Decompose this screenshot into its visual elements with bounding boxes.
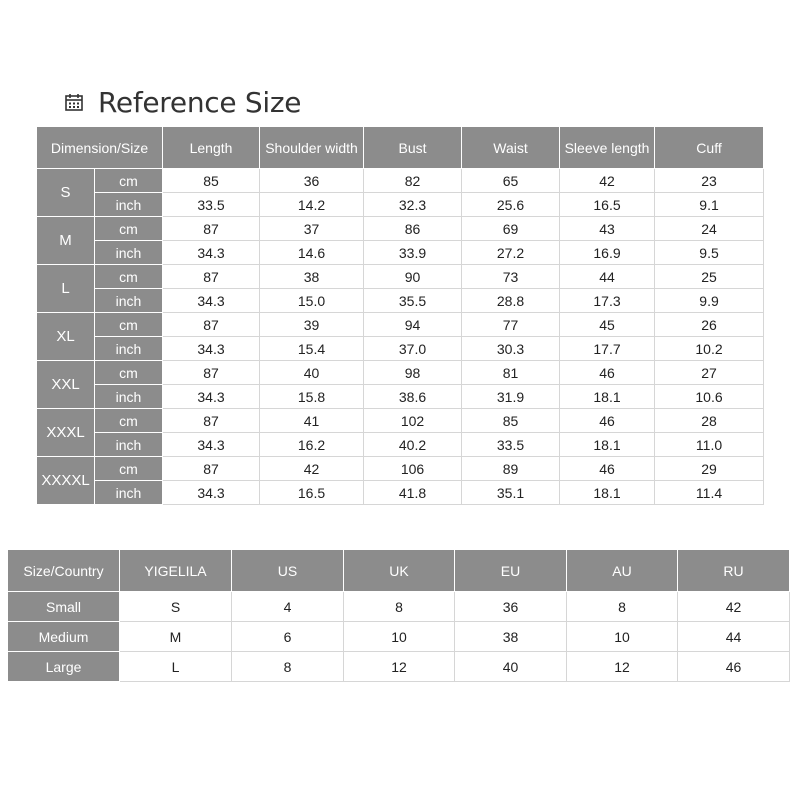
table-row	[37, 385, 764, 409]
size-chart-header-cell: Length	[163, 127, 260, 169]
size-label: S	[37, 169, 95, 217]
country-size-cell: 40	[455, 652, 567, 682]
country-size-cell: 12	[567, 652, 678, 682]
measurement-cell: 46	[560, 361, 655, 385]
calendar-icon	[64, 92, 84, 112]
size-label: XXXXL	[37, 457, 95, 505]
country-size-cell: 8	[232, 652, 344, 682]
measurement-cell: 34.3	[163, 337, 260, 361]
page-header	[64, 84, 301, 120]
measurement-cell: 35.5	[364, 289, 462, 313]
measurement-cell: 28.8	[462, 289, 560, 313]
table-row	[37, 193, 764, 217]
measurement-cell: 14.6	[260, 241, 364, 265]
measurement-cell: 41	[260, 409, 364, 433]
country-size-cell: 44	[678, 622, 790, 652]
table-row	[8, 652, 790, 682]
size-label: XXXL	[37, 409, 95, 457]
country-size-cell: 6	[232, 622, 344, 652]
country-size-table	[7, 549, 790, 682]
measurement-cell: 9.9	[655, 289, 764, 313]
measurement-cell: 34.3	[163, 289, 260, 313]
country-size-cell: L	[120, 652, 232, 682]
table-row	[37, 409, 764, 433]
measurement-cell: 89	[462, 457, 560, 481]
size-name-label: Large	[8, 652, 120, 682]
country-size-cell: 38	[455, 622, 567, 652]
measurement-cell: 85	[462, 409, 560, 433]
measurement-cell: 15.0	[260, 289, 364, 313]
table-row	[37, 457, 764, 481]
unit-label: cm	[95, 169, 163, 193]
country-header-cell: YIGELILA	[120, 550, 232, 592]
measurement-cell: 36	[260, 169, 364, 193]
country-header-cell: UK	[344, 550, 455, 592]
measurement-cell: 33.5	[462, 433, 560, 457]
size-label: L	[37, 265, 95, 313]
table-row	[37, 433, 764, 457]
measurement-cell: 18.1	[560, 481, 655, 505]
measurement-cell: 31.9	[462, 385, 560, 409]
country-size-cell: 12	[344, 652, 455, 682]
measurement-cell: 25.6	[462, 193, 560, 217]
size-chart-header-cell: Sleeve length	[560, 127, 655, 169]
measurement-cell: 33.5	[163, 193, 260, 217]
measurement-cell: 38.6	[364, 385, 462, 409]
page-title: Reference Size	[98, 85, 302, 119]
measurement-cell: 39	[260, 313, 364, 337]
unit-label: inch	[95, 433, 163, 457]
measurement-cell: 10.6	[655, 385, 764, 409]
measurement-cell: 40	[260, 361, 364, 385]
measurement-cell: 43	[560, 217, 655, 241]
country-size-cell: 8	[344, 592, 455, 622]
measurement-cell: 32.3	[364, 193, 462, 217]
measurement-cell: 87	[163, 217, 260, 241]
measurement-cell: 46	[560, 457, 655, 481]
country-header-cell: EU	[455, 550, 567, 592]
size-chart-header-cell: Dimension/Size	[37, 127, 163, 169]
table-row	[37, 265, 764, 289]
measurement-cell: 34.3	[163, 385, 260, 409]
country-header-cell: Size/Country	[8, 550, 120, 592]
unit-label: inch	[95, 481, 163, 505]
measurement-cell: 28	[655, 409, 764, 433]
measurement-cell: 44	[560, 265, 655, 289]
measurement-cell: 94	[364, 313, 462, 337]
unit-label: cm	[95, 313, 163, 337]
measurement-cell: 41.8	[364, 481, 462, 505]
table-row	[37, 313, 764, 337]
measurement-cell: 18.1	[560, 385, 655, 409]
size-label: XXL	[37, 361, 95, 409]
measurement-cell: 17.7	[560, 337, 655, 361]
unit-label: inch	[95, 241, 163, 265]
measurement-cell: 26	[655, 313, 764, 337]
table-row	[37, 217, 764, 241]
measurement-cell: 16.5	[560, 193, 655, 217]
table-row	[37, 169, 764, 193]
measurement-cell: 87	[163, 409, 260, 433]
unit-label: cm	[95, 457, 163, 481]
size-label: XL	[37, 313, 95, 361]
measurement-cell: 85	[163, 169, 260, 193]
unit-label: inch	[95, 193, 163, 217]
measurement-cell: 14.2	[260, 193, 364, 217]
measurement-cell: 46	[560, 409, 655, 433]
measurement-cell: 42	[260, 457, 364, 481]
table-row	[37, 289, 764, 313]
measurement-cell: 15.8	[260, 385, 364, 409]
measurement-cell: 17.3	[560, 289, 655, 313]
measurement-cell: 37	[260, 217, 364, 241]
measurement-cell: 16.5	[260, 481, 364, 505]
measurement-cell: 90	[364, 265, 462, 289]
measurement-cell: 40.2	[364, 433, 462, 457]
measurement-cell: 81	[462, 361, 560, 385]
country-header-row	[8, 550, 790, 592]
measurement-cell: 87	[163, 313, 260, 337]
size-chart-header-row	[37, 127, 764, 169]
measurement-cell: 73	[462, 265, 560, 289]
size-name-label: Small	[8, 592, 120, 622]
country-size-cell: 10	[567, 622, 678, 652]
measurement-cell: 98	[364, 361, 462, 385]
country-header-cell: AU	[567, 550, 678, 592]
measurement-cell: 24	[655, 217, 764, 241]
unit-label: cm	[95, 265, 163, 289]
country-size-cell: S	[120, 592, 232, 622]
measurement-cell: 106	[364, 457, 462, 481]
measurement-cell: 9.5	[655, 241, 764, 265]
size-chart-header-cell: Shoulder width	[260, 127, 364, 169]
measurement-cell: 45	[560, 313, 655, 337]
measurement-cell: 16.9	[560, 241, 655, 265]
measurement-cell: 38	[260, 265, 364, 289]
country-header-cell: US	[232, 550, 344, 592]
measurement-cell: 87	[163, 361, 260, 385]
measurement-cell: 30.3	[462, 337, 560, 361]
measurement-cell: 9.1	[655, 193, 764, 217]
table-row	[37, 481, 764, 505]
unit-label: cm	[95, 409, 163, 433]
country-size-cell: 42	[678, 592, 790, 622]
size-label: M	[37, 217, 95, 265]
measurement-cell: 33.9	[364, 241, 462, 265]
country-size-cell: 10	[344, 622, 455, 652]
measurement-cell: 34.3	[163, 433, 260, 457]
country-size-cell: 36	[455, 592, 567, 622]
table-row	[37, 337, 764, 361]
size-chart-header-cell: Cuff	[655, 127, 764, 169]
size-chart-header-cell: Waist	[462, 127, 560, 169]
measurement-cell: 11.4	[655, 481, 764, 505]
size-chart-header-cell: Bust	[364, 127, 462, 169]
country-size-cell: M	[120, 622, 232, 652]
measurement-cell: 29	[655, 457, 764, 481]
measurement-cell: 25	[655, 265, 764, 289]
measurement-cell: 77	[462, 313, 560, 337]
measurement-cell: 42	[560, 169, 655, 193]
measurement-cell: 82	[364, 169, 462, 193]
measurement-cell: 23	[655, 169, 764, 193]
measurement-cell: 35.1	[462, 481, 560, 505]
measurement-cell: 34.3	[163, 241, 260, 265]
country-header-cell: RU	[678, 550, 790, 592]
unit-label: inch	[95, 337, 163, 361]
unit-label: inch	[95, 289, 163, 313]
measurement-cell: 65	[462, 169, 560, 193]
unit-label: inch	[95, 385, 163, 409]
table-row	[8, 592, 790, 622]
measurement-cell: 102	[364, 409, 462, 433]
measurement-cell: 15.4	[260, 337, 364, 361]
size-chart-table	[36, 126, 764, 505]
measurement-cell: 10.2	[655, 337, 764, 361]
unit-label: cm	[95, 217, 163, 241]
table-row	[37, 361, 764, 385]
country-size-cell: 4	[232, 592, 344, 622]
unit-label: cm	[95, 361, 163, 385]
measurement-cell: 11.0	[655, 433, 764, 457]
measurement-cell: 86	[364, 217, 462, 241]
country-size-cell: 46	[678, 652, 790, 682]
measurement-cell: 27	[655, 361, 764, 385]
measurement-cell: 87	[163, 265, 260, 289]
table-row	[8, 622, 790, 652]
measurement-cell: 27.2	[462, 241, 560, 265]
measurement-cell: 37.0	[364, 337, 462, 361]
measurement-cell: 16.2	[260, 433, 364, 457]
size-name-label: Medium	[8, 622, 120, 652]
measurement-cell: 69	[462, 217, 560, 241]
measurement-cell: 34.3	[163, 481, 260, 505]
measurement-cell: 18.1	[560, 433, 655, 457]
measurement-cell: 87	[163, 457, 260, 481]
table-row	[37, 241, 764, 265]
country-size-cell: 8	[567, 592, 678, 622]
